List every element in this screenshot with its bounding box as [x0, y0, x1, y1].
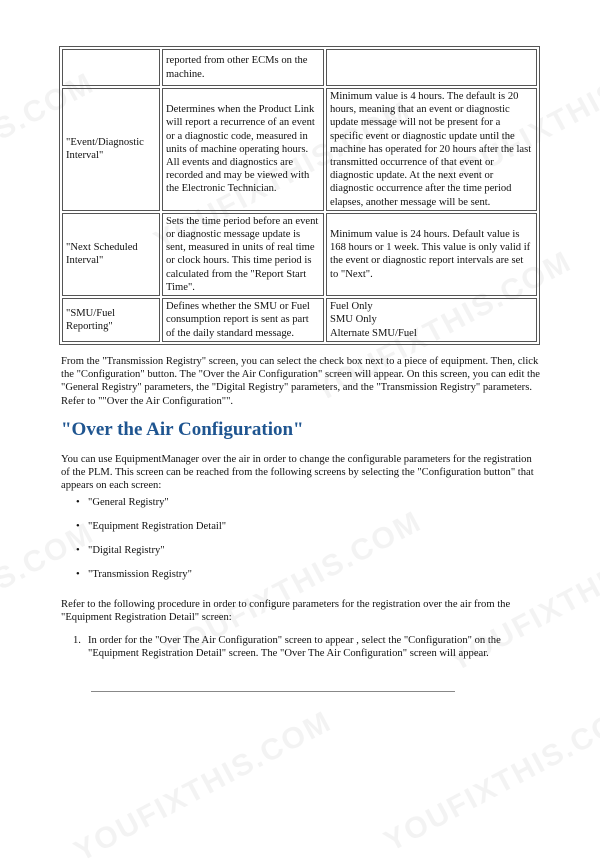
procedure-step	[61, 634, 541, 660]
list-item-text: "Transmission Registry"	[88, 569, 192, 580]
step-text: In order for the "Over The Air Configuration" screen to appear , select the "Configuration" on the "Equipment Registration Detail" screen. The "Over The Air Configuration" screen will appear.	[88, 635, 501, 660]
parameter-description-cell: reported from other ECMs on the machine.	[162, 49, 324, 86]
list-item	[61, 544, 531, 568]
list-item-text: "Digital Registry"	[88, 545, 165, 556]
bullet-icon: •	[76, 569, 80, 580]
parameter-name-cell: "Event/Diagnostic Interval"	[62, 88, 160, 211]
list-item-text: "Equipment Registration Detail"	[88, 521, 227, 532]
table-row	[62, 298, 537, 342]
section-heading: "Over the Air Configuration"	[61, 419, 304, 440]
bullet-icon: •	[76, 521, 80, 532]
parameter-values-cell	[326, 49, 537, 86]
procedure-steps	[61, 634, 541, 660]
screen-list	[61, 496, 531, 592]
parameter-values-cell	[326, 298, 537, 342]
parameters-table	[59, 46, 540, 345]
table-row	[62, 49, 537, 86]
parameter-name-cell	[62, 49, 160, 86]
parameter-values-cell: Minimum value is 24 hours. Default value is 168 hours or 1 week. This value is only valid if the event or diagnostic report intervals are set to "Next".	[326, 213, 537, 296]
parameter-description-cell: Determines when the Product Link will report a recurrence of an event or a diagnostic code, measured in units of machine operating hours. All events and diagnostics are recorded and may be viewed with the Electronic Technician.	[162, 88, 324, 211]
procedure-intro-paragraph: Refer to the following procedure in order to configure parameters for the registration over the air from the "Equipment Registration Detail" screen:	[61, 599, 511, 624]
value-line: Fuel Only	[330, 301, 373, 313]
value-line: Alternate SMU/Fuel	[330, 327, 417, 339]
parameter-description-cell: Defines whether the SMU or Fuel consumption report is sent as part of the daily standard message.	[162, 298, 324, 342]
list-item-text: "General Registry"	[88, 497, 169, 508]
step-number: 1.	[73, 635, 81, 646]
list-item	[61, 496, 531, 520]
list-item	[61, 568, 531, 592]
table-row	[62, 213, 537, 296]
bullet-icon: •	[76, 545, 80, 556]
parameter-name-cell: "SMU/Fuel Reporting"	[62, 298, 160, 342]
bullet-icon: •	[76, 497, 80, 508]
intro-paragraph: You can use EquipmentManager over the air in order to change the configurable parameters for the registration of the PLM. This screen can be reached from the following screens by selecting the "Configuration button" that appears on each screen:	[61, 454, 534, 492]
parameter-values-cell: Minimum value is 4 hours. The default is 20 hours, meaning that an event or diagnostic update message will not be present for a specific event or diagnostic update until the machine has operated for 20 hours after the last transmitted occurrence of that event or diagnostic update. At the next event or diagnostic occurrence after the time period elapses, another message will be sent.	[326, 88, 537, 211]
parameter-name-cell: "Next Scheduled Interval"	[62, 213, 160, 296]
table-row	[62, 88, 537, 211]
transmission-registry-paragraph: From the "Transmission Registry" screen, you can select the check box next to a piece of equipment. Then, click the "Configuration" button. The "Over the Air Configuration" screen will appear. On this screen, you can edit the "General Registry" parameters, the "Digital Registry" parameters, and the "Transmission Registry" parameters. Refer to ""Over the Air Configuration"".	[61, 356, 540, 407]
list-item	[61, 520, 531, 544]
watermark	[74, 714, 333, 860]
watermark	[384, 704, 600, 850]
parameter-description-cell: Sets the time period before an event or diagnostic message update is sent, measured in units of real time or clock hours. This time period is calculated from the "Report Start Time".	[162, 213, 324, 296]
value-line: SMU Only	[330, 314, 377, 326]
horizontal-divider	[91, 691, 455, 692]
